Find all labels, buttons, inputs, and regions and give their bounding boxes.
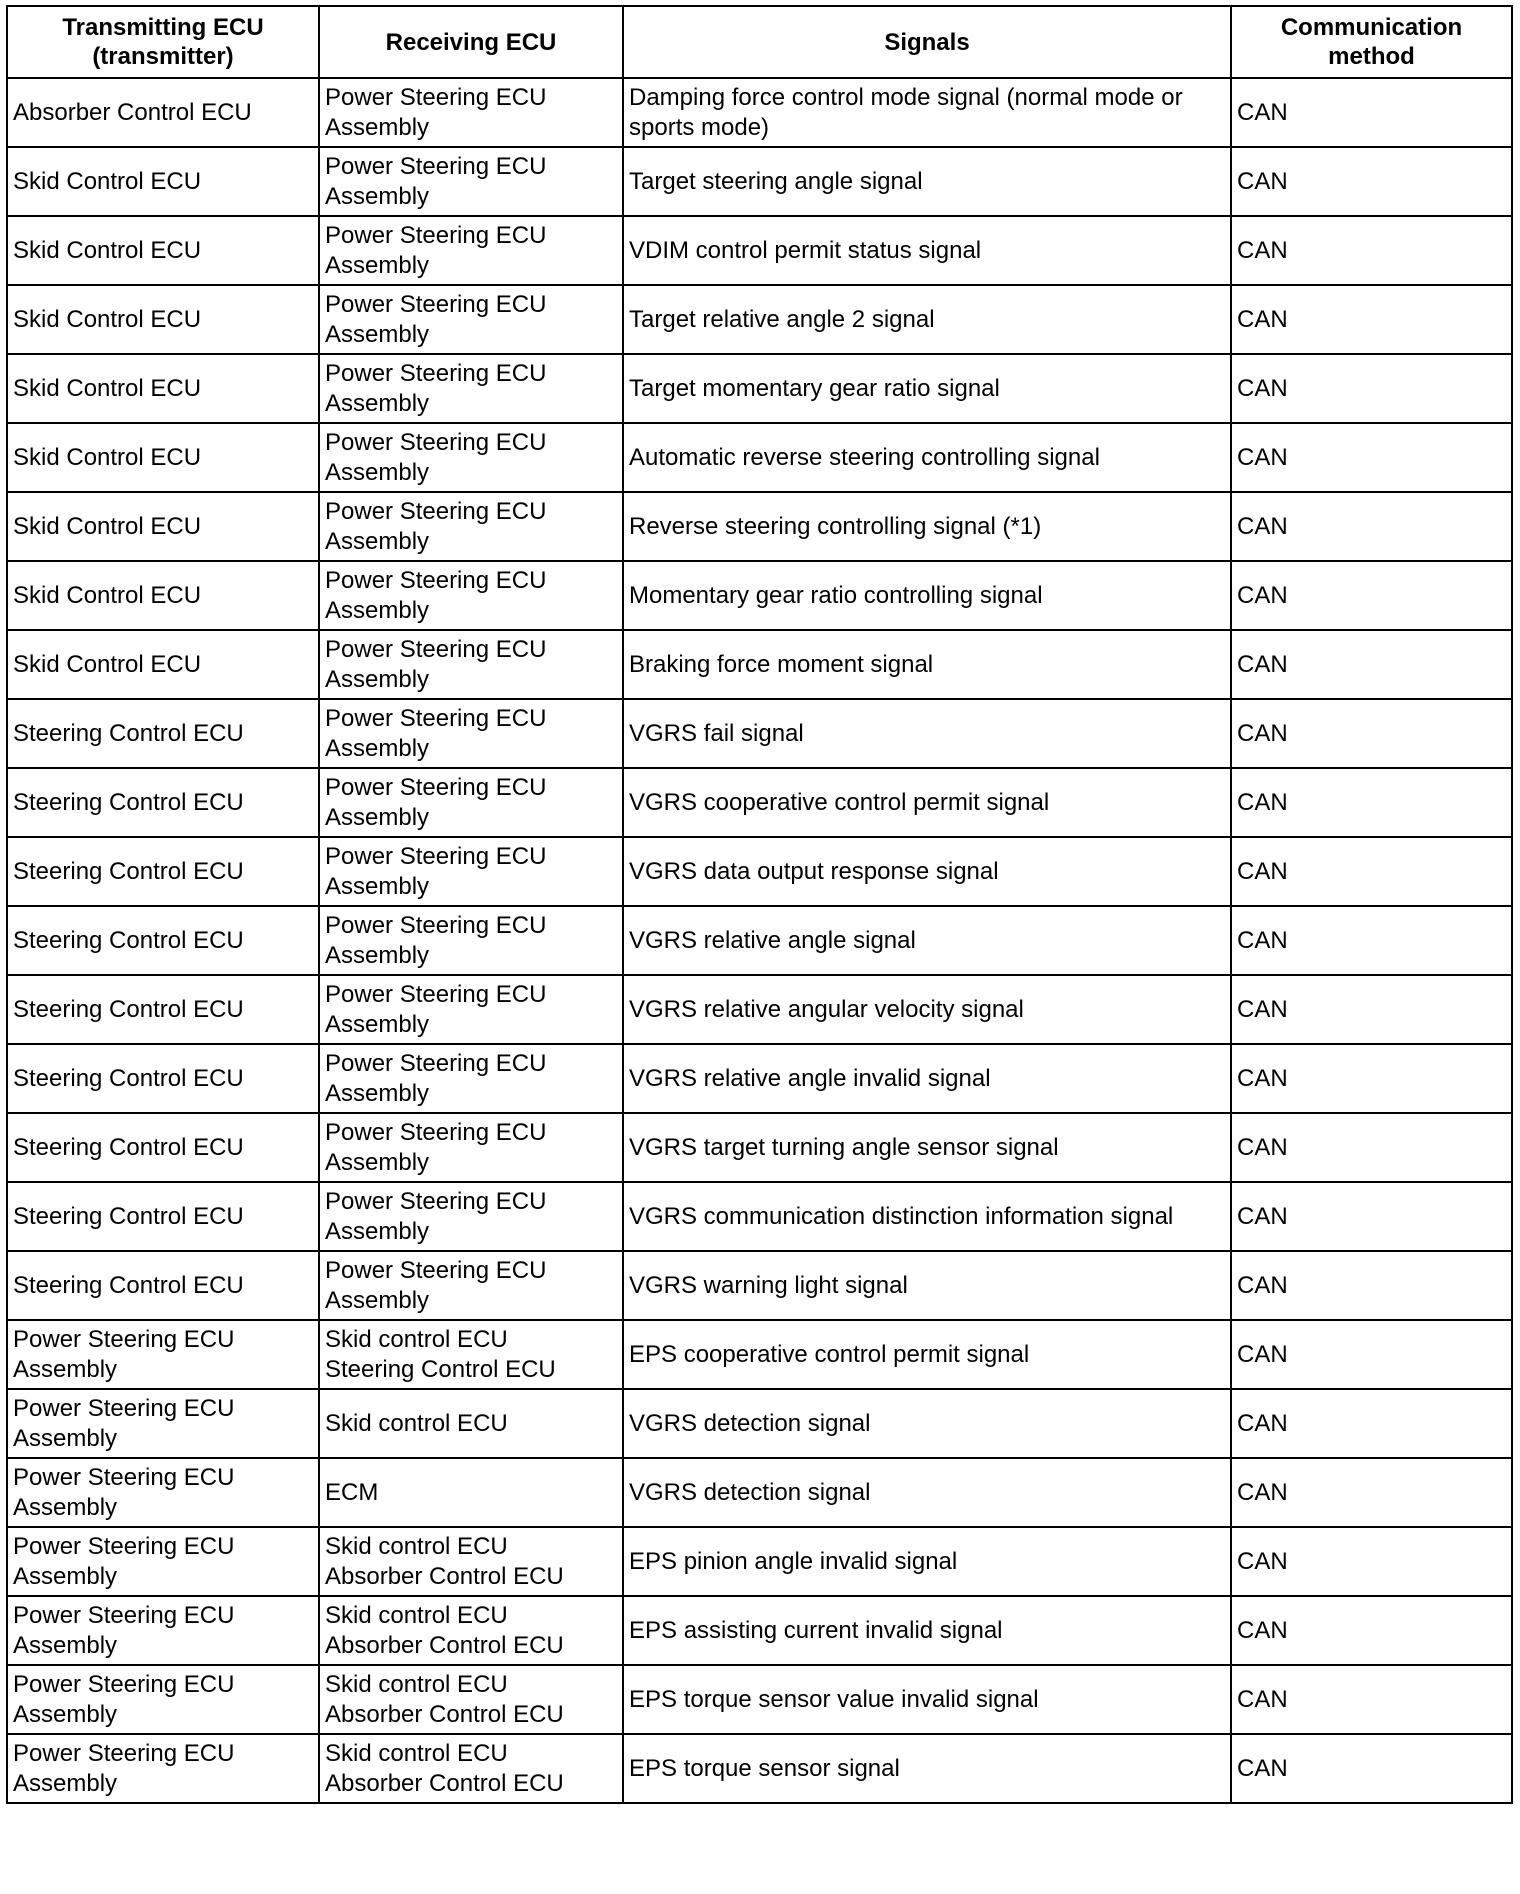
receiving-ecu-cell: Power Steering ECU Assembly <box>319 1251 623 1320</box>
signal-cell: Damping force control mode signal (normal mode or sports mode) <box>623 78 1231 147</box>
signal-cell: VGRS target turning angle sensor signal <box>623 1113 1231 1182</box>
transmitting-ecu-cell: Steering Control ECU <box>7 1182 319 1251</box>
table-row <box>7 906 1512 975</box>
transmitting-ecu-cell: Skid Control ECU <box>7 492 319 561</box>
table-row <box>7 354 1512 423</box>
table-row <box>7 147 1512 216</box>
table-row <box>7 78 1512 147</box>
communication-method-cell: CAN <box>1231 1251 1512 1320</box>
table-row <box>7 1182 1512 1251</box>
transmitting-ecu-cell: Skid Control ECU <box>7 216 319 285</box>
receiving-ecu-cell: Skid control ECU Absorber Control ECU <box>319 1665 623 1734</box>
communication-method-cell: CAN <box>1231 1734 1512 1803</box>
signal-cell: VGRS detection signal <box>623 1458 1231 1527</box>
transmitting-ecu-cell: Steering Control ECU <box>7 975 319 1044</box>
transmitting-ecu-cell: Skid Control ECU <box>7 354 319 423</box>
receiving-ecu-cell: Power Steering ECU Assembly <box>319 285 623 354</box>
table-row <box>7 423 1512 492</box>
communication-method-cell: CAN <box>1231 492 1512 561</box>
communication-method-cell: CAN <box>1231 147 1512 216</box>
signal-cell: VGRS cooperative control permit signal <box>623 768 1231 837</box>
signal-cell: EPS cooperative control permit signal <box>623 1320 1231 1389</box>
signal-cell: VGRS fail signal <box>623 699 1231 768</box>
signal-cell: EPS pinion angle invalid signal <box>623 1527 1231 1596</box>
table-row <box>7 1251 1512 1320</box>
signal-cell: Automatic reverse steering controlling signal <box>623 423 1231 492</box>
transmitting-ecu-cell: Steering Control ECU <box>7 1044 319 1113</box>
communication-method-cell: CAN <box>1231 768 1512 837</box>
receiving-ecu-cell: Power Steering ECU Assembly <box>319 78 623 147</box>
signal-cell: VGRS communication distinction information signal <box>623 1182 1231 1251</box>
receiving-ecu-cell: Power Steering ECU Assembly <box>319 837 623 906</box>
table-row <box>7 492 1512 561</box>
table-row <box>7 1458 1512 1527</box>
receiving-ecu-cell: Power Steering ECU Assembly <box>319 216 623 285</box>
table-body <box>7 78 1512 1803</box>
table-row <box>7 1389 1512 1458</box>
receiving-ecu-cell: Skid control ECU Steering Control ECU <box>319 1320 623 1389</box>
signal-cell: VGRS data output response signal <box>623 837 1231 906</box>
table-row <box>7 285 1512 354</box>
table-row <box>7 561 1512 630</box>
transmitting-ecu-cell: Steering Control ECU <box>7 906 319 975</box>
table-row <box>7 630 1512 699</box>
signal-cell: Braking force moment signal <box>623 630 1231 699</box>
table-row <box>7 975 1512 1044</box>
table-container <box>6 5 1511 1804</box>
communication-method-cell: CAN <box>1231 216 1512 285</box>
receiving-ecu-cell: Skid control ECU Absorber Control ECU <box>319 1527 623 1596</box>
header-receiving-ecu: Receiving ECU <box>319 6 623 78</box>
communication-method-cell: CAN <box>1231 1044 1512 1113</box>
header-signals: Signals <box>623 6 1231 78</box>
table-row <box>7 1044 1512 1113</box>
transmitting-ecu-cell: Steering Control ECU <box>7 837 319 906</box>
transmitting-ecu-cell: Power Steering ECU Assembly <box>7 1665 319 1734</box>
receiving-ecu-cell: Power Steering ECU Assembly <box>319 1113 623 1182</box>
signal-cell: VGRS relative angular velocity signal <box>623 975 1231 1044</box>
transmitting-ecu-cell: Power Steering ECU Assembly <box>7 1389 319 1458</box>
transmitting-ecu-cell: Steering Control ECU <box>7 1251 319 1320</box>
communication-method-cell: CAN <box>1231 699 1512 768</box>
header-transmitting-ecu: Transmitting ECU (transmitter) <box>7 6 319 78</box>
communication-method-cell: CAN <box>1231 1527 1512 1596</box>
receiving-ecu-cell: Power Steering ECU Assembly <box>319 492 623 561</box>
communication-method-cell: CAN <box>1231 285 1512 354</box>
transmitting-ecu-cell: Skid Control ECU <box>7 285 319 354</box>
signal-cell: VGRS relative angle signal <box>623 906 1231 975</box>
receiving-ecu-cell: Power Steering ECU Assembly <box>319 423 623 492</box>
signal-cell: Target momentary gear ratio signal <box>623 354 1231 423</box>
table-row <box>7 699 1512 768</box>
signal-cell: EPS assisting current invalid signal <box>623 1596 1231 1665</box>
communication-method-cell: CAN <box>1231 78 1512 147</box>
transmitting-ecu-cell: Skid Control ECU <box>7 561 319 630</box>
table-row <box>7 1320 1512 1389</box>
communication-method-cell: CAN <box>1231 1320 1512 1389</box>
signal-cell: Reverse steering controlling signal (*1) <box>623 492 1231 561</box>
communication-method-cell: CAN <box>1231 354 1512 423</box>
signal-cell: VGRS relative angle invalid signal <box>623 1044 1231 1113</box>
communication-method-cell: CAN <box>1231 837 1512 906</box>
transmitting-ecu-cell: Skid Control ECU <box>7 630 319 699</box>
receiving-ecu-cell: Skid control ECU Absorber Control ECU <box>319 1734 623 1803</box>
transmitting-ecu-cell: Absorber Control ECU <box>7 78 319 147</box>
signal-cell: VDIM control permit status signal <box>623 216 1231 285</box>
communication-method-cell: CAN <box>1231 630 1512 699</box>
table-row <box>7 1527 1512 1596</box>
table-row <box>7 1113 1512 1182</box>
table-row <box>7 1665 1512 1734</box>
communication-method-cell: CAN <box>1231 561 1512 630</box>
communication-method-cell: CAN <box>1231 1596 1512 1665</box>
receiving-ecu-cell: Skid control ECU Absorber Control ECU <box>319 1596 623 1665</box>
communication-method-cell: CAN <box>1231 1665 1512 1734</box>
signal-cell: Target steering angle signal <box>623 147 1231 216</box>
receiving-ecu-cell: Power Steering ECU Assembly <box>319 975 623 1044</box>
transmitting-ecu-cell: Power Steering ECU Assembly <box>7 1527 319 1596</box>
header-row <box>7 6 1512 78</box>
table-row <box>7 216 1512 285</box>
transmitting-ecu-cell: Skid Control ECU <box>7 147 319 216</box>
communication-method-cell: CAN <box>1231 1389 1512 1458</box>
transmitting-ecu-cell: Steering Control ECU <box>7 1113 319 1182</box>
transmitting-ecu-cell: Steering Control ECU <box>7 699 319 768</box>
signal-cell: VGRS warning light signal <box>623 1251 1231 1320</box>
receiving-ecu-cell: Power Steering ECU Assembly <box>319 630 623 699</box>
ecu-communication-table <box>6 5 1513 1804</box>
transmitting-ecu-cell: Power Steering ECU Assembly <box>7 1734 319 1803</box>
signal-cell: Momentary gear ratio controlling signal <box>623 561 1231 630</box>
communication-method-cell: CAN <box>1231 975 1512 1044</box>
receiving-ecu-cell: ECM <box>319 1458 623 1527</box>
signal-cell: Target relative angle 2 signal <box>623 285 1231 354</box>
receiving-ecu-cell: Power Steering ECU Assembly <box>319 147 623 216</box>
signal-cell: EPS torque sensor signal <box>623 1734 1231 1803</box>
transmitting-ecu-cell: Power Steering ECU Assembly <box>7 1320 319 1389</box>
transmitting-ecu-cell: Skid Control ECU <box>7 423 319 492</box>
signal-cell: EPS torque sensor value invalid signal <box>623 1665 1231 1734</box>
receiving-ecu-cell: Power Steering ECU Assembly <box>319 1044 623 1113</box>
transmitting-ecu-cell: Power Steering ECU Assembly <box>7 1458 319 1527</box>
signal-cell: VGRS detection signal <box>623 1389 1231 1458</box>
communication-method-cell: CAN <box>1231 1182 1512 1251</box>
receiving-ecu-cell: Power Steering ECU Assembly <box>319 699 623 768</box>
receiving-ecu-cell: Power Steering ECU Assembly <box>319 1182 623 1251</box>
communication-method-cell: CAN <box>1231 906 1512 975</box>
table-row <box>7 768 1512 837</box>
transmitting-ecu-cell: Power Steering ECU Assembly <box>7 1596 319 1665</box>
communication-method-cell: CAN <box>1231 423 1512 492</box>
receiving-ecu-cell: Power Steering ECU Assembly <box>319 561 623 630</box>
receiving-ecu-cell: Power Steering ECU Assembly <box>319 768 623 837</box>
table-row <box>7 837 1512 906</box>
receiving-ecu-cell: Power Steering ECU Assembly <box>319 354 623 423</box>
table-row <box>7 1734 1512 1803</box>
communication-method-cell: CAN <box>1231 1113 1512 1182</box>
receiving-ecu-cell: Power Steering ECU Assembly <box>319 906 623 975</box>
transmitting-ecu-cell: Steering Control ECU <box>7 768 319 837</box>
header-communication-method: Communication method <box>1231 6 1512 78</box>
receiving-ecu-cell: Skid control ECU <box>319 1389 623 1458</box>
table-row <box>7 1596 1512 1665</box>
communication-method-cell: CAN <box>1231 1458 1512 1527</box>
